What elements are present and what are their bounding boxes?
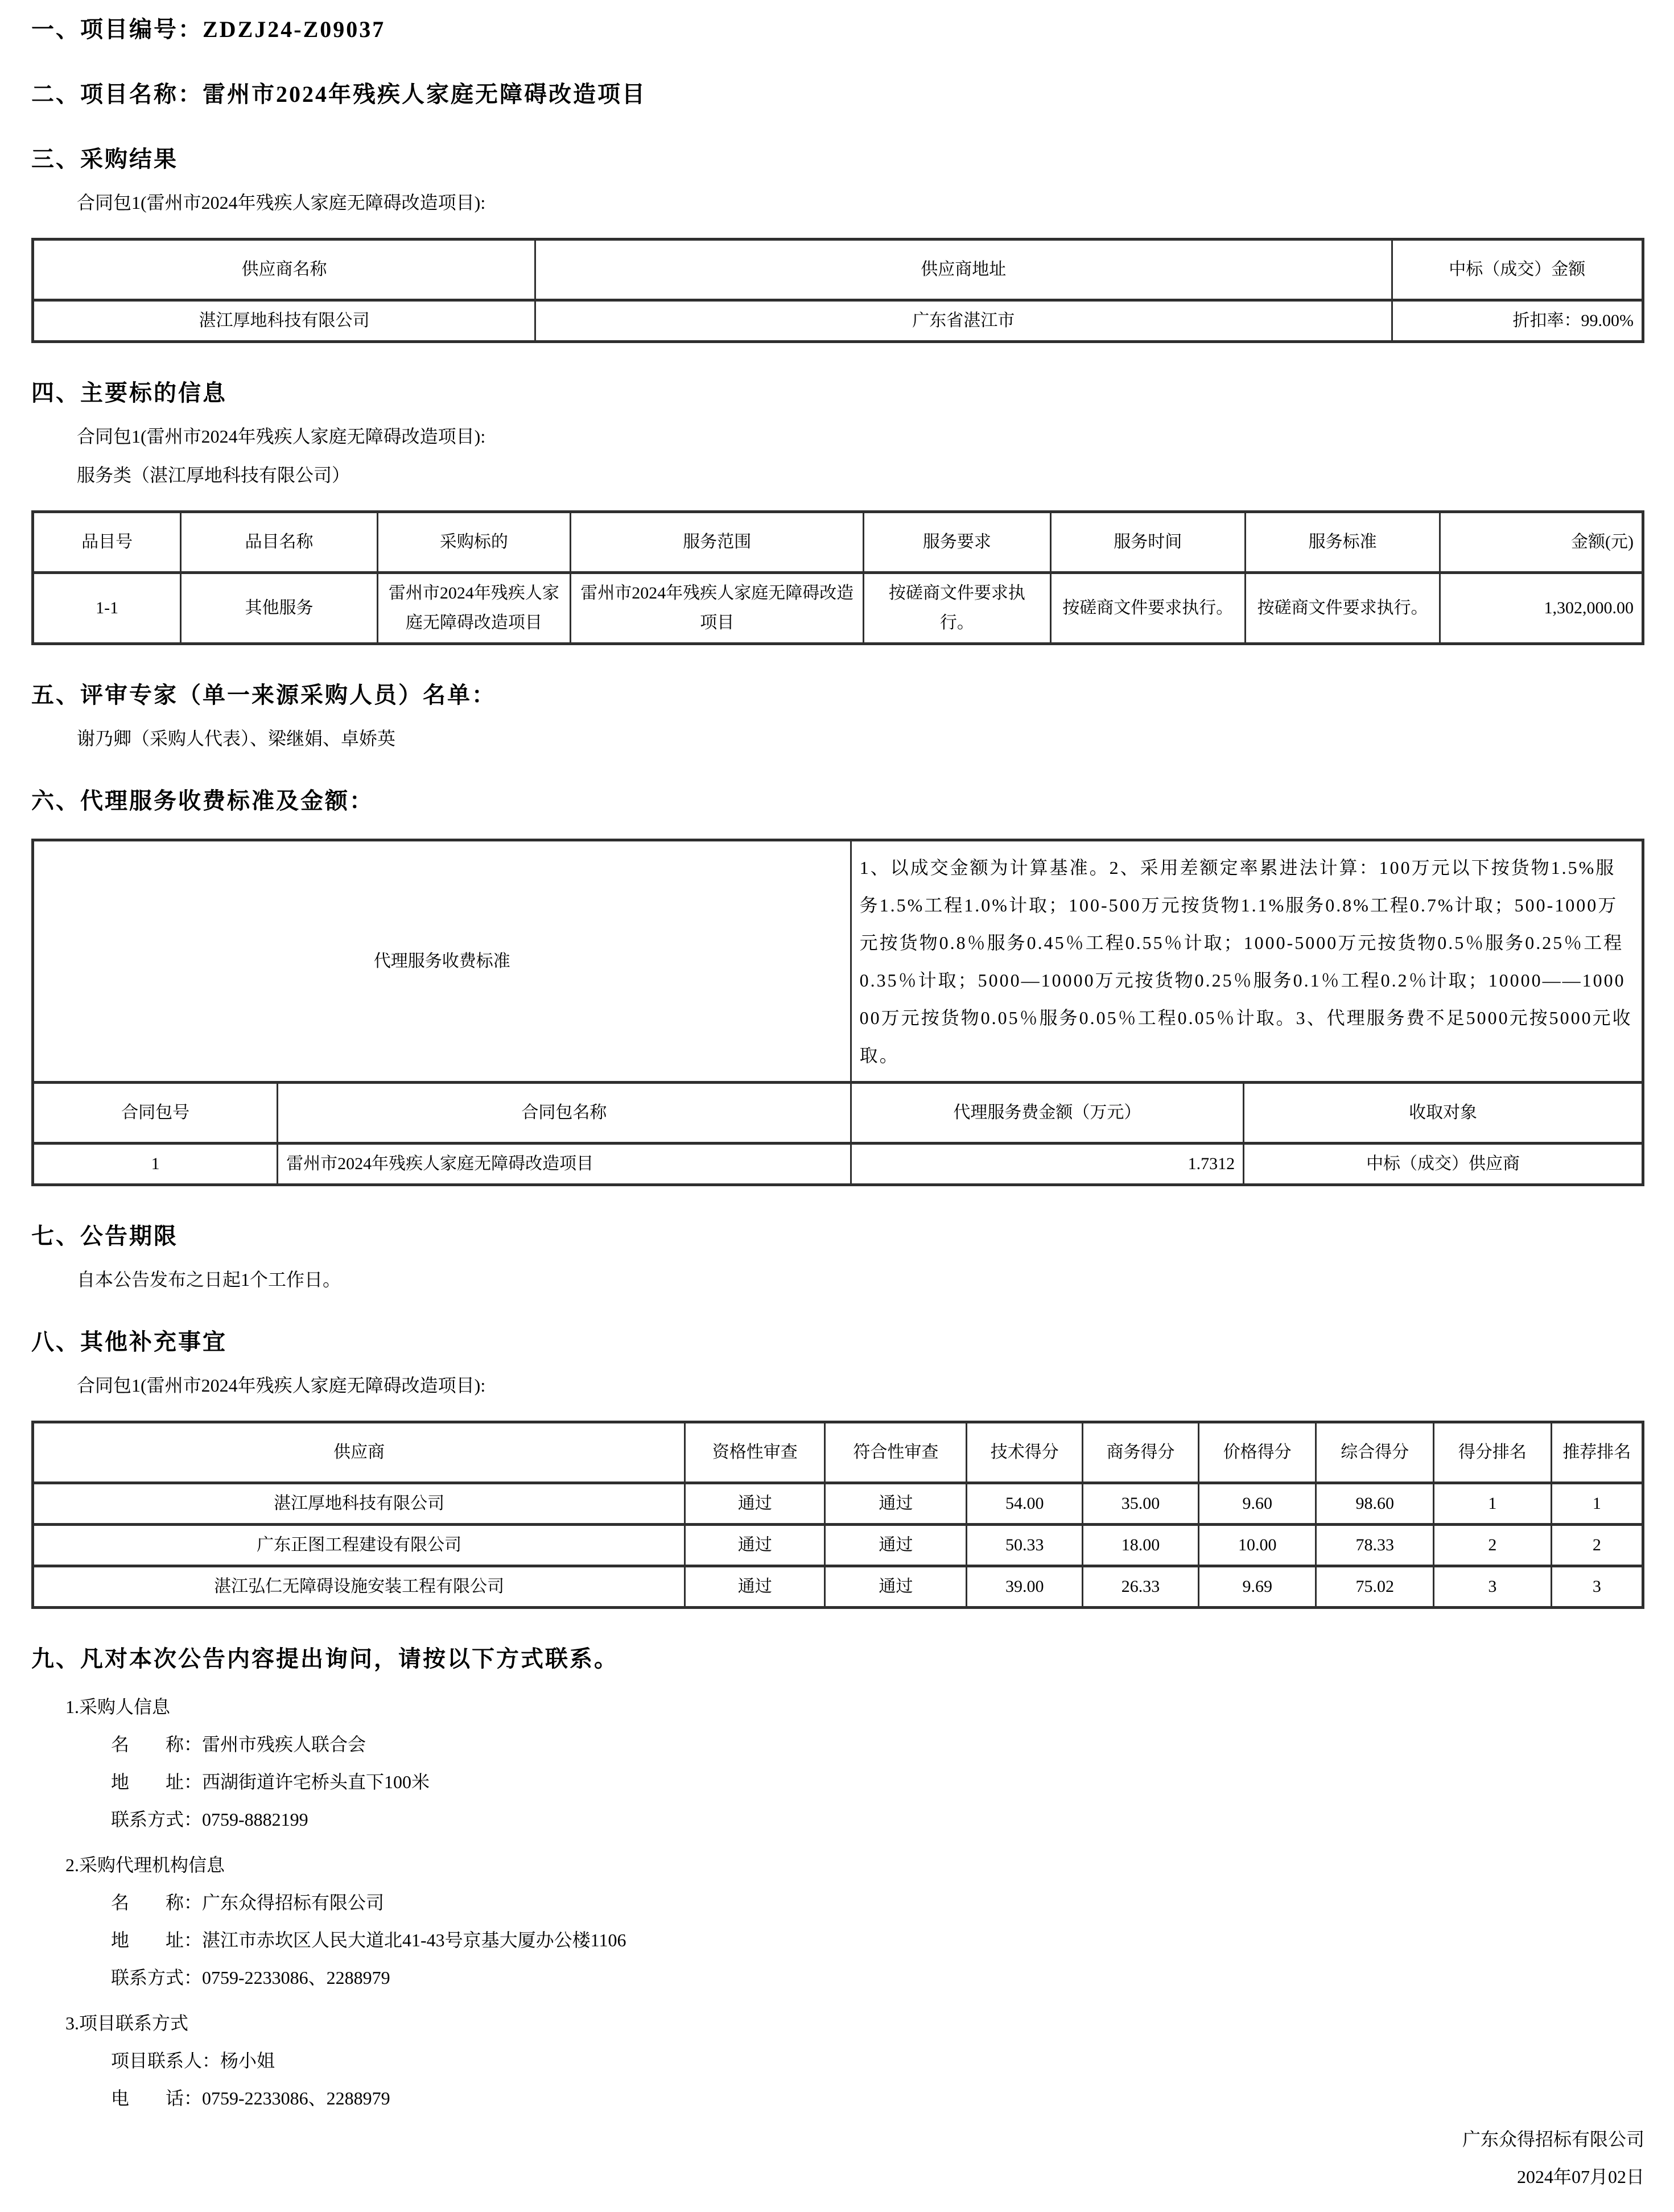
section-heading-contact-info: 九、凡对本次公告内容提出询问，请按以下方式联系。: [31, 1646, 619, 1672]
cell-amount: 1,302,000.00: [1440, 573, 1643, 644]
header-cell-package-no: 合同包号: [33, 1083, 278, 1144]
cell-award-amount: 折扣率：99.00%: [1392, 300, 1643, 342]
subject-category-line: 服务类（湛江厚地科技有限公司）: [77, 465, 351, 485]
cell-total-score: 98.60: [1316, 1483, 1434, 1525]
cell-price-score: 9.60: [1198, 1483, 1316, 1525]
review-score-table: [31, 1421, 1644, 1609]
cell-supplier: 湛江厚地科技有限公司: [33, 1483, 685, 1525]
header-cell-business-score: 商务得分: [1083, 1422, 1199, 1483]
review-table-header-row: [33, 1422, 1643, 1483]
section-heading-project-name: 二、项目名称：雷州市2024年残疾人家庭无障碍改造项目: [31, 81, 646, 107]
header-cell-score-rank: 得分排名: [1434, 1422, 1552, 1483]
cell-business-score: 35.00: [1083, 1483, 1199, 1525]
project-contact-phone: 电 话：0759-2233086、2288979: [111, 2088, 390, 2108]
agency-fee-table: [31, 839, 1644, 1186]
cell-qualification-review: 通过: [685, 1525, 825, 1566]
cell-service-scope: 雷州市2024年残疾人家庭无障碍改造项目: [571, 573, 864, 644]
cell-technical-score: 50.33: [967, 1525, 1083, 1566]
agency-fee-data-row: [33, 1144, 1643, 1185]
announcement-period-text: 自本公告发布之日起1个工作日。: [77, 1269, 341, 1290]
cell-service-time: 按磋商文件要求执行。: [1050, 573, 1245, 644]
cell-supplier-name: 湛江厚地科技有限公司: [33, 300, 535, 342]
section-heading-project-number: 一、项目编号：ZDZJ24-Z09037: [31, 16, 386, 42]
header-cell-conformity-review: 符合性审查: [825, 1422, 967, 1483]
agency-info-label: 2.采购代理机构信息: [65, 1855, 225, 1875]
result-package-intro: 合同包1(雷州市2024年残疾人家庭无障碍改造项目):: [77, 192, 486, 213]
header-cell-item-name: 品目名称: [181, 512, 377, 573]
cell-supplier: 广东正图工程建设有限公司: [33, 1525, 685, 1566]
cell-item-no: 1-1: [33, 573, 181, 644]
cell-item-name: 其他服务: [181, 573, 377, 644]
header-cell-qualification-review: 资格性审查: [685, 1422, 825, 1483]
header-cell-amount: 金额(元): [1440, 512, 1643, 573]
cell-conformity-review: 通过: [825, 1483, 967, 1525]
cell-score-rank: 3: [1434, 1566, 1552, 1608]
header-cell-procurement-target: 采购标的: [377, 512, 571, 573]
agency-address: 地 址：湛江市赤坎区人民大道北41-43号京基大厦办公楼1106: [111, 1930, 626, 1950]
agency-phone: 联系方式：0759-2233086、2288979: [111, 1967, 390, 1988]
cell-fee-standard-label: 代理服务收费标准: [33, 840, 851, 1083]
cell-conformity-review: 通过: [825, 1525, 967, 1566]
cell-business-score: 18.00: [1083, 1525, 1199, 1566]
cell-recommend-rank: 2: [1551, 1525, 1643, 1566]
agency-fee-header-row: [33, 1083, 1643, 1144]
cell-price-score: 10.00: [1198, 1525, 1316, 1566]
header-cell-recommend-rank: 推荐排名: [1551, 1422, 1643, 1483]
project-contact-label: 3.项目联系方式: [65, 2013, 189, 2033]
agency-fee-standard-row: [33, 840, 1643, 1083]
section-heading-procurement-result: 三、采购结果: [31, 146, 178, 172]
header-cell-package-name: 合同包名称: [278, 1083, 851, 1144]
cell-service-requirement: 按磋商文件要求执行。: [864, 573, 1050, 644]
section-heading-agency-fee: 六、代理服务收费标准及金额：: [31, 788, 374, 814]
cell-recommend-rank: 1: [1551, 1483, 1643, 1525]
cell-qualification-review: 通过: [685, 1483, 825, 1525]
header-cell-service-requirement: 服务要求: [864, 512, 1050, 573]
review-table-row: [33, 1566, 1643, 1608]
header-cell-supplier-address: 供应商地址: [535, 240, 1392, 300]
cell-fee-payer: 中标（成交）供应商: [1244, 1144, 1643, 1185]
cell-package-no: 1: [33, 1144, 278, 1185]
cell-score-rank: 2: [1434, 1525, 1552, 1566]
other-matters-package-intro: 合同包1(雷州市2024年残疾人家庭无障碍改造项目):: [77, 1375, 486, 1396]
cell-total-score: 78.33: [1316, 1525, 1434, 1566]
cell-supplier-address: 广东省湛江市: [535, 300, 1392, 342]
header-cell-supplier: 供应商: [33, 1422, 685, 1483]
footer-organization: 广东众得招标有限公司: [1462, 2129, 1644, 2149]
header-cell-service-scope: 服务范围: [571, 512, 864, 573]
review-table-row: [33, 1483, 1643, 1525]
header-cell-award-amount: 中标（成交）金额: [1392, 240, 1643, 300]
purchaser-phone: 联系方式：0759-8882199: [111, 1809, 308, 1830]
header-cell-fee-payer: 收取对象: [1244, 1083, 1643, 1144]
purchaser-name: 名 称：雷州市残疾人联合会: [111, 1734, 366, 1755]
header-cell-service-standard: 服务标准: [1245, 512, 1440, 573]
review-table-row: [33, 1525, 1643, 1566]
header-cell-supplier-name: 供应商名称: [33, 240, 535, 300]
header-cell-price-score: 价格得分: [1198, 1422, 1316, 1483]
cell-technical-score: 54.00: [967, 1483, 1083, 1525]
cell-technical-score: 39.00: [967, 1566, 1083, 1608]
purchaser-info-label: 1.采购人信息: [65, 1697, 171, 1717]
agency-name: 名 称：广东众得招标有限公司: [111, 1892, 385, 1913]
cell-qualification-review: 通过: [685, 1566, 825, 1608]
purchaser-address: 地 址：西湖街道许宅桥头直下100米: [111, 1772, 430, 1792]
section-heading-main-subject-info: 四、主要标的信息: [31, 380, 227, 406]
subject-table: [31, 510, 1644, 645]
cell-total-score: 75.02: [1316, 1566, 1434, 1608]
cell-procurement-target: 雷州市2024年残疾人家庭无障碍改造项目: [377, 573, 571, 644]
result-table: [31, 238, 1644, 343]
cell-package-name: 雷州市2024年残疾人家庭无障碍改造项目: [278, 1144, 851, 1185]
cell-fee-standard-description: 1、以成交金额为计算基准。2、采用差额定率累进法计算：100万元以下按货物1.5%服务1.5%工程1.0%计取；100-500万元按货物1.1%服务0.8%工程0.7%计取；500-1000万元按货物0.8％服务0.45％工程0.55％计取；1000-5000万元按货物0.5％服务0.25％工程0.35％计取；5000—10000万元按货物0.25％服务0.1％工程0.2％计取；10000——100000万元按货物0.05％服务0.05％工程0.05％计取。3、代理服务费不足5000元按5000元收取。: [851, 840, 1643, 1083]
cell-recommend-rank: 3: [1551, 1566, 1643, 1608]
cell-business-score: 26.33: [1083, 1566, 1199, 1608]
cell-supplier: 湛江弘仁无障碍设施安装工程有限公司: [33, 1566, 685, 1608]
subject-package-intro: 合同包1(雷州市2024年残疾人家庭无障碍改造项目):: [77, 426, 486, 447]
subject-table-header-row: [33, 512, 1643, 573]
project-contact-person: 项目联系人：杨小姐: [111, 2050, 275, 2071]
review-experts-names: 谢乃卿（采购人代表）、梁继娟、卓娇英: [77, 728, 396, 749]
header-cell-fee-amount: 代理服务费金额（万元）: [851, 1083, 1244, 1144]
cell-service-standard: 按磋商文件要求执行。: [1245, 573, 1440, 644]
section-heading-announcement-period: 七、公告期限: [31, 1223, 178, 1249]
section-heading-review-experts: 五、评审专家（单一来源采购人员）名单：: [31, 682, 496, 708]
cell-fee-amount: 1.7312: [851, 1144, 1244, 1185]
result-table-data-row: [33, 300, 1643, 342]
header-cell-total-score: 综合得分: [1316, 1422, 1434, 1483]
cell-conformity-review: 通过: [825, 1566, 967, 1608]
section-heading-other-matters: 八、其他补充事宜: [31, 1329, 227, 1355]
header-cell-item-no: 品目号: [33, 512, 181, 573]
cell-price-score: 9.69: [1198, 1566, 1316, 1608]
header-cell-technical-score: 技术得分: [967, 1422, 1083, 1483]
footer-date: 2024年07月02日: [1516, 2166, 1644, 2187]
result-table-header-row: [33, 240, 1643, 300]
subject-table-data-row: [33, 573, 1643, 644]
cell-score-rank: 1: [1434, 1483, 1552, 1525]
header-cell-service-time: 服务时间: [1050, 512, 1245, 573]
